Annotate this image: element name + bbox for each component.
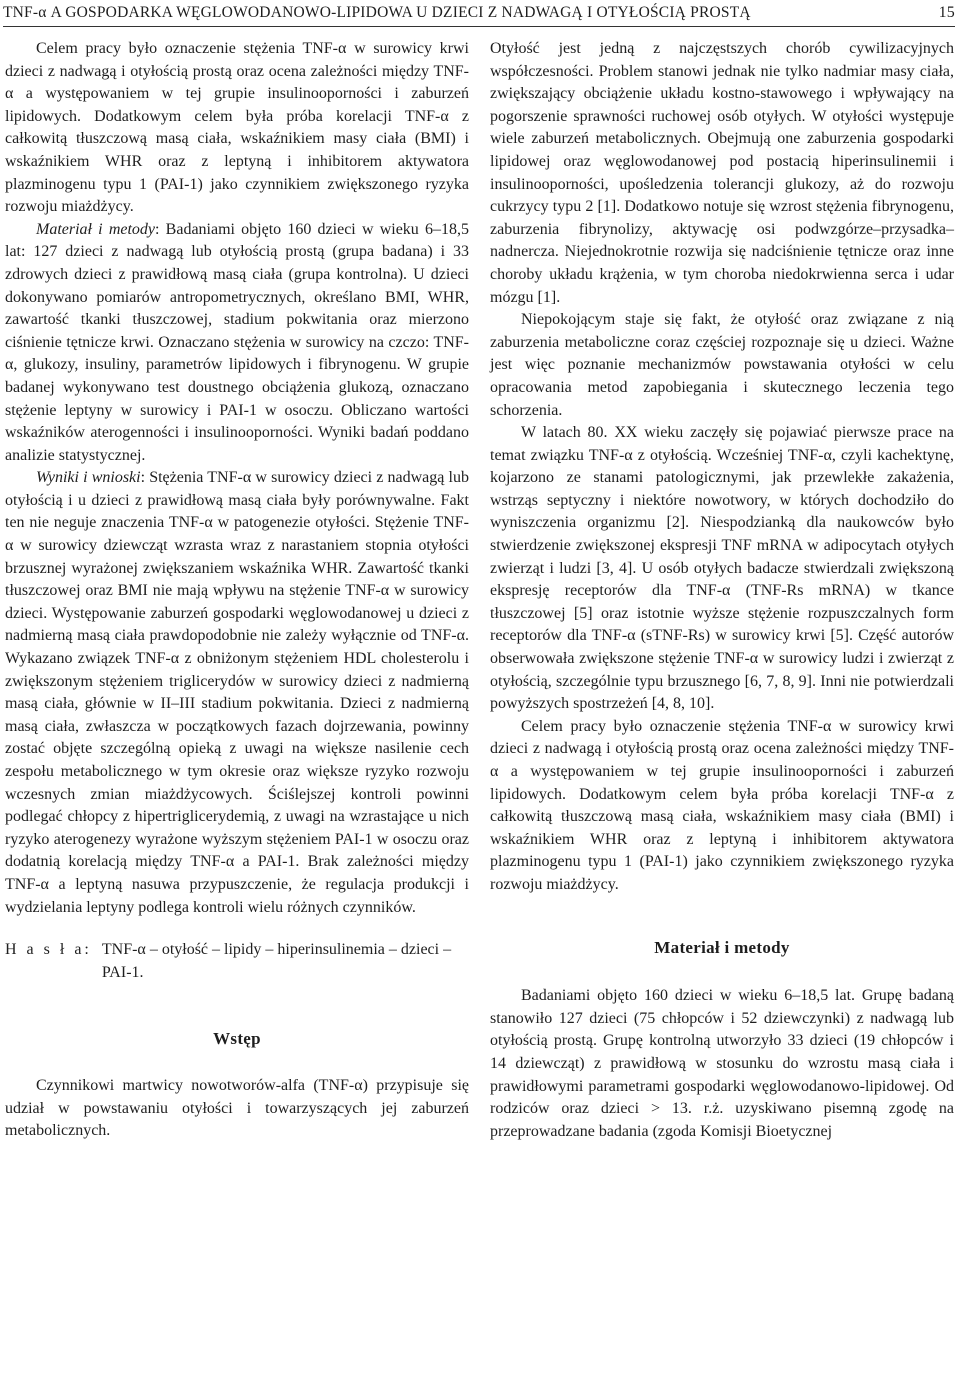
running-title: TNF-α A GOSPODARKA WĘGLOWODANOWO-LIPIDOWA U DZIECI Z NADWAGĄ I OTYŁOŚCIĄ PROSTĄ [3, 4, 751, 21]
abstract-results-label: Wyniki i wnioski [36, 469, 141, 487]
intro-paragraph-1: Czynnikowi martwicy nowotworów-alfa (TNF-α) przypisuje się udział w powstawaniu otyłości i towarzyszących jej zaburzeń metabolicznych. [5, 1076, 469, 1140]
keywords-label: H a s ł a: [5, 941, 92, 959]
intro-paragraph-5: Celem pracy było oznaczenie stężenia TNF-α w surowicy krwi dzieci z nadwagą i otyłością prostą oraz ocena zależności między TNF-α a występowaniem w tej grupie insulinooporności i zaburzeń lipidowych. Dodatkowym celem była próba korelacji TNF-α z całkowitą tłuszczową masą ciała, wskaźnikiem masy ciała (BMI) i wskaźnikiem WHR oraz z leptyną i inhibitorem aktywatora plazminogenu typu 1 (PAI-1) jako czynnikiem zwiększonego ryzyka rozwoju miażdżycy. [490, 717, 954, 893]
intro-paragraph-4: W latach 80. XX wieku zaczęły się pojawiać pierwsze prace na temat związku TNF-α z otyłością. Wcześniej TNF-α, czyli kachektynę, kojarzono ze stanami patologicznymi, jak przewlekłe zakażenia, wstrząs septyczny i niektóre nowotwory, w których dochodziło do wyniszczenia organizmu [2]. Niespodzianką dla naukowców było stwierdzenie zwiększonej ekspresji TNF mRNA w adipocytach otyłych zwierząt i ludzi [3, 4]. U osób otyłych badacze stwierdzali zwiększoną ekspresję receptorów dla TNF-α (TNF-Rs mRNA) w tkance tłuszczowej [5] oraz istotnie wyższe stężenie rozpuszczalnych form receptorów dla TNF-α (sTNF-Rs) w surowicy krwi [5]. Część autorów obserwowała zwiększone stężenie TNF-α w surowicy ludzi i zwierząt z otyłością, szczególnie typu brzusznego [6, 7, 8, 9]. Inni nie potwierdzali powyższych spostrzeżeń [4, 8, 10]. [490, 424, 954, 713]
abstract-methods-label: Materiał i metody [36, 220, 156, 238]
methods-heading: Materiał i metody [654, 937, 790, 957]
abstract-methods [5, 219, 469, 468]
abstract-aim: Celem pracy było oznaczenie stężenia TNF-α w surowicy krwi dzieci z nadwagą i otyłością prostą oraz ocena zależności między TNF-α a występowaniem w tej grupie insulinooporności i zaburzeń lipidowych. Dodatkowym celem była próba korelacji TNF-α z całkowitą tłuszczową masą ciała, wskaźnikiem masy ciała (BMI) i wskaźnikiem WHR oraz z leptyną i inhibitorem aktywatora plazminogenu typu 1 (PAI-1) jako czynnikiem zwiększonego ryzyka rozwoju miażdżycy. [5, 40, 469, 216]
intro-heading: Wstęp [213, 1029, 261, 1049]
keywords [5, 939, 469, 984]
abstract-results-text: : Stężenia TNF-α w surowicy dzieci z nadwagą lub otyłością i u dzieci z prawidłową masą ciała były porównywalne. Fakt ten nie neguje znaczenia TNF-α w patogenezie otyłości. Stężenie TNF-α w surowicy dziewcząt wzrasta wraz z narastaniem stopnia otyłości brzusznej wyrażonej zwiększaniem wskaźnika WHR. Zawartość tkanki tłuszczowej oraz BMI nie mają wpływu na stężenie TNF-α w surowicy dzieci. Występowanie zaburzeń gospodarki węglowodanowej u dzieci z nadmierną masą ciała prawdopodobnie nie zależy wyłącznie od TNF-α. Wykazano związek TNF-α z obniżonym stężeniem HDL cholesterolu i zwiększonym stężeniem triglicerydów w surowicy dzieci z nadmierną masą ciała, głównie w II–III stadium pokwitania. Dzieci z nadmierną masą ciała, zwłaszcza w początkowych fazach dojrzewania, powinny zostać objęte szczególną opieką z uwagi na większe nasilenie cech zespołu metabolicznego w tym okresie oraz większe ryzyko rozwoju wczesnych zmian miażdżycowych. Ściślejszej kontroli powinni podlegać chłopcy z hipertriglicerydemią, z uwagi na wzrastające u nich ryzyko aterogenezy wyrażone wyższym stężeniem PAI-1 w osoczu oraz dodatnią korelacją między TNF-α a PAI-1. Brak zależności między TNF-α a leptyną nasuwa przypuszczenie, że regulacja produkcji i wydzielania leptyny podlega kontroli wielu różnych czynników. [5, 469, 469, 916]
running-header [3, 0, 955, 27]
intro-paragraph-3: Niepokojącym staje się fakt, że otyłość oraz związane z nią zaburzenia metaboliczne coraz częściej rozpoznaje się u dzieci. Ważne jest więc poznanie mechanizmów powstawania otyłości w celu opracowania metod zapobiegania i skutecznego leczenia tego schorzenia. [490, 311, 954, 419]
abstract-results [5, 467, 469, 919]
keywords-text: TNF-α – otyłość – lipidy – hiperinsulinemia – dzieci – PAI-1. [101, 941, 452, 981]
right-column [490, 38, 954, 1143]
abstract-methods-text: : Badaniami objęto 160 dzieci w wieku 6–18,5 lat: 127 dzieci z nadwagą lub otyłością prostą (grupa badana) i 33 zdrowych dzieci z prawidłową masą ciała (grupa kontrolna). U dzieci dokonywano pomiarów antropometrycznych, określano BMI, WHR, zawartość tkanki tłuszczowej, stadium pokwitania oraz mierzono ciśnienie tętnicze krwi. Oznaczano stężenia w surowicy na czczo: TNF-α, glukozy, insuliny, parametrów lipidowych i fibrynogenu. W grupie badanej wykonywano test doustnego obciążenia glukozą, oznaczano stężenie leptyny w surowicy i PAI-1 w osoczu. Obliczano wartości wskaźników aterogenności i insulinooporności. Wyniki badań poddano analizie statystycznej. [5, 220, 469, 464]
intro-paragraph-2: Otyłość jest jedną z najczęstszych chorób cywilizacyjnych współczesności. Problem stanowi jednak nie tylko nadmiar masy ciała, zwiększający obciążenie układu kostno-stawowego i wpływający na pogorszenie sprawności ruchowej osób otyłych. W otyłości występuje wiele zaburzeń metabolicznych. Obejmują one zaburzenia gospodarki lipidowej oraz węglowodanowej pod postacią hiperinsulinemii i insulinooporności, upośledzenia tolerancji glukozy, aż do rozwoju cukrzycy typu 2 [1]. Dodatkowo notuje się wzrost stężenia fibrynogenu, zaburzenia fibrynolizy, aktywację osi podwzgórze–przysadka–nadnercza. Niejednokrotnie rozwija się nadciśnienie tętnicze oraz inne choroby układu krążenia, w tym choroba niedokrwienna serca i udar mózgu [1]. [490, 40, 954, 306]
methods-paragraph-1: Badaniami objęto 160 dzieci w wieku 6–18,5 lat. Grupę badaną stanowiło 127 dzieci (75 chłopców i 52 dziewczynki) z nadwagą lub otyłością prostą. Grupę kontrolną utworzyło 33 dzieci (19 chłopców i 14 dziewcząt) z prawidłową w stosunku do wzrostu masą ciała i prawidłowymi parametrami gospodarki węglowodanowo-lipidowej. Od rodziców oraz dzieci > 13. r.ż. uzyskiwano pisemną zgodę na przeprowadzane badania (zgoda Komisji Bioetycznej [490, 987, 954, 1140]
left-column [5, 38, 469, 1143]
page-number: 15 [938, 4, 955, 21]
